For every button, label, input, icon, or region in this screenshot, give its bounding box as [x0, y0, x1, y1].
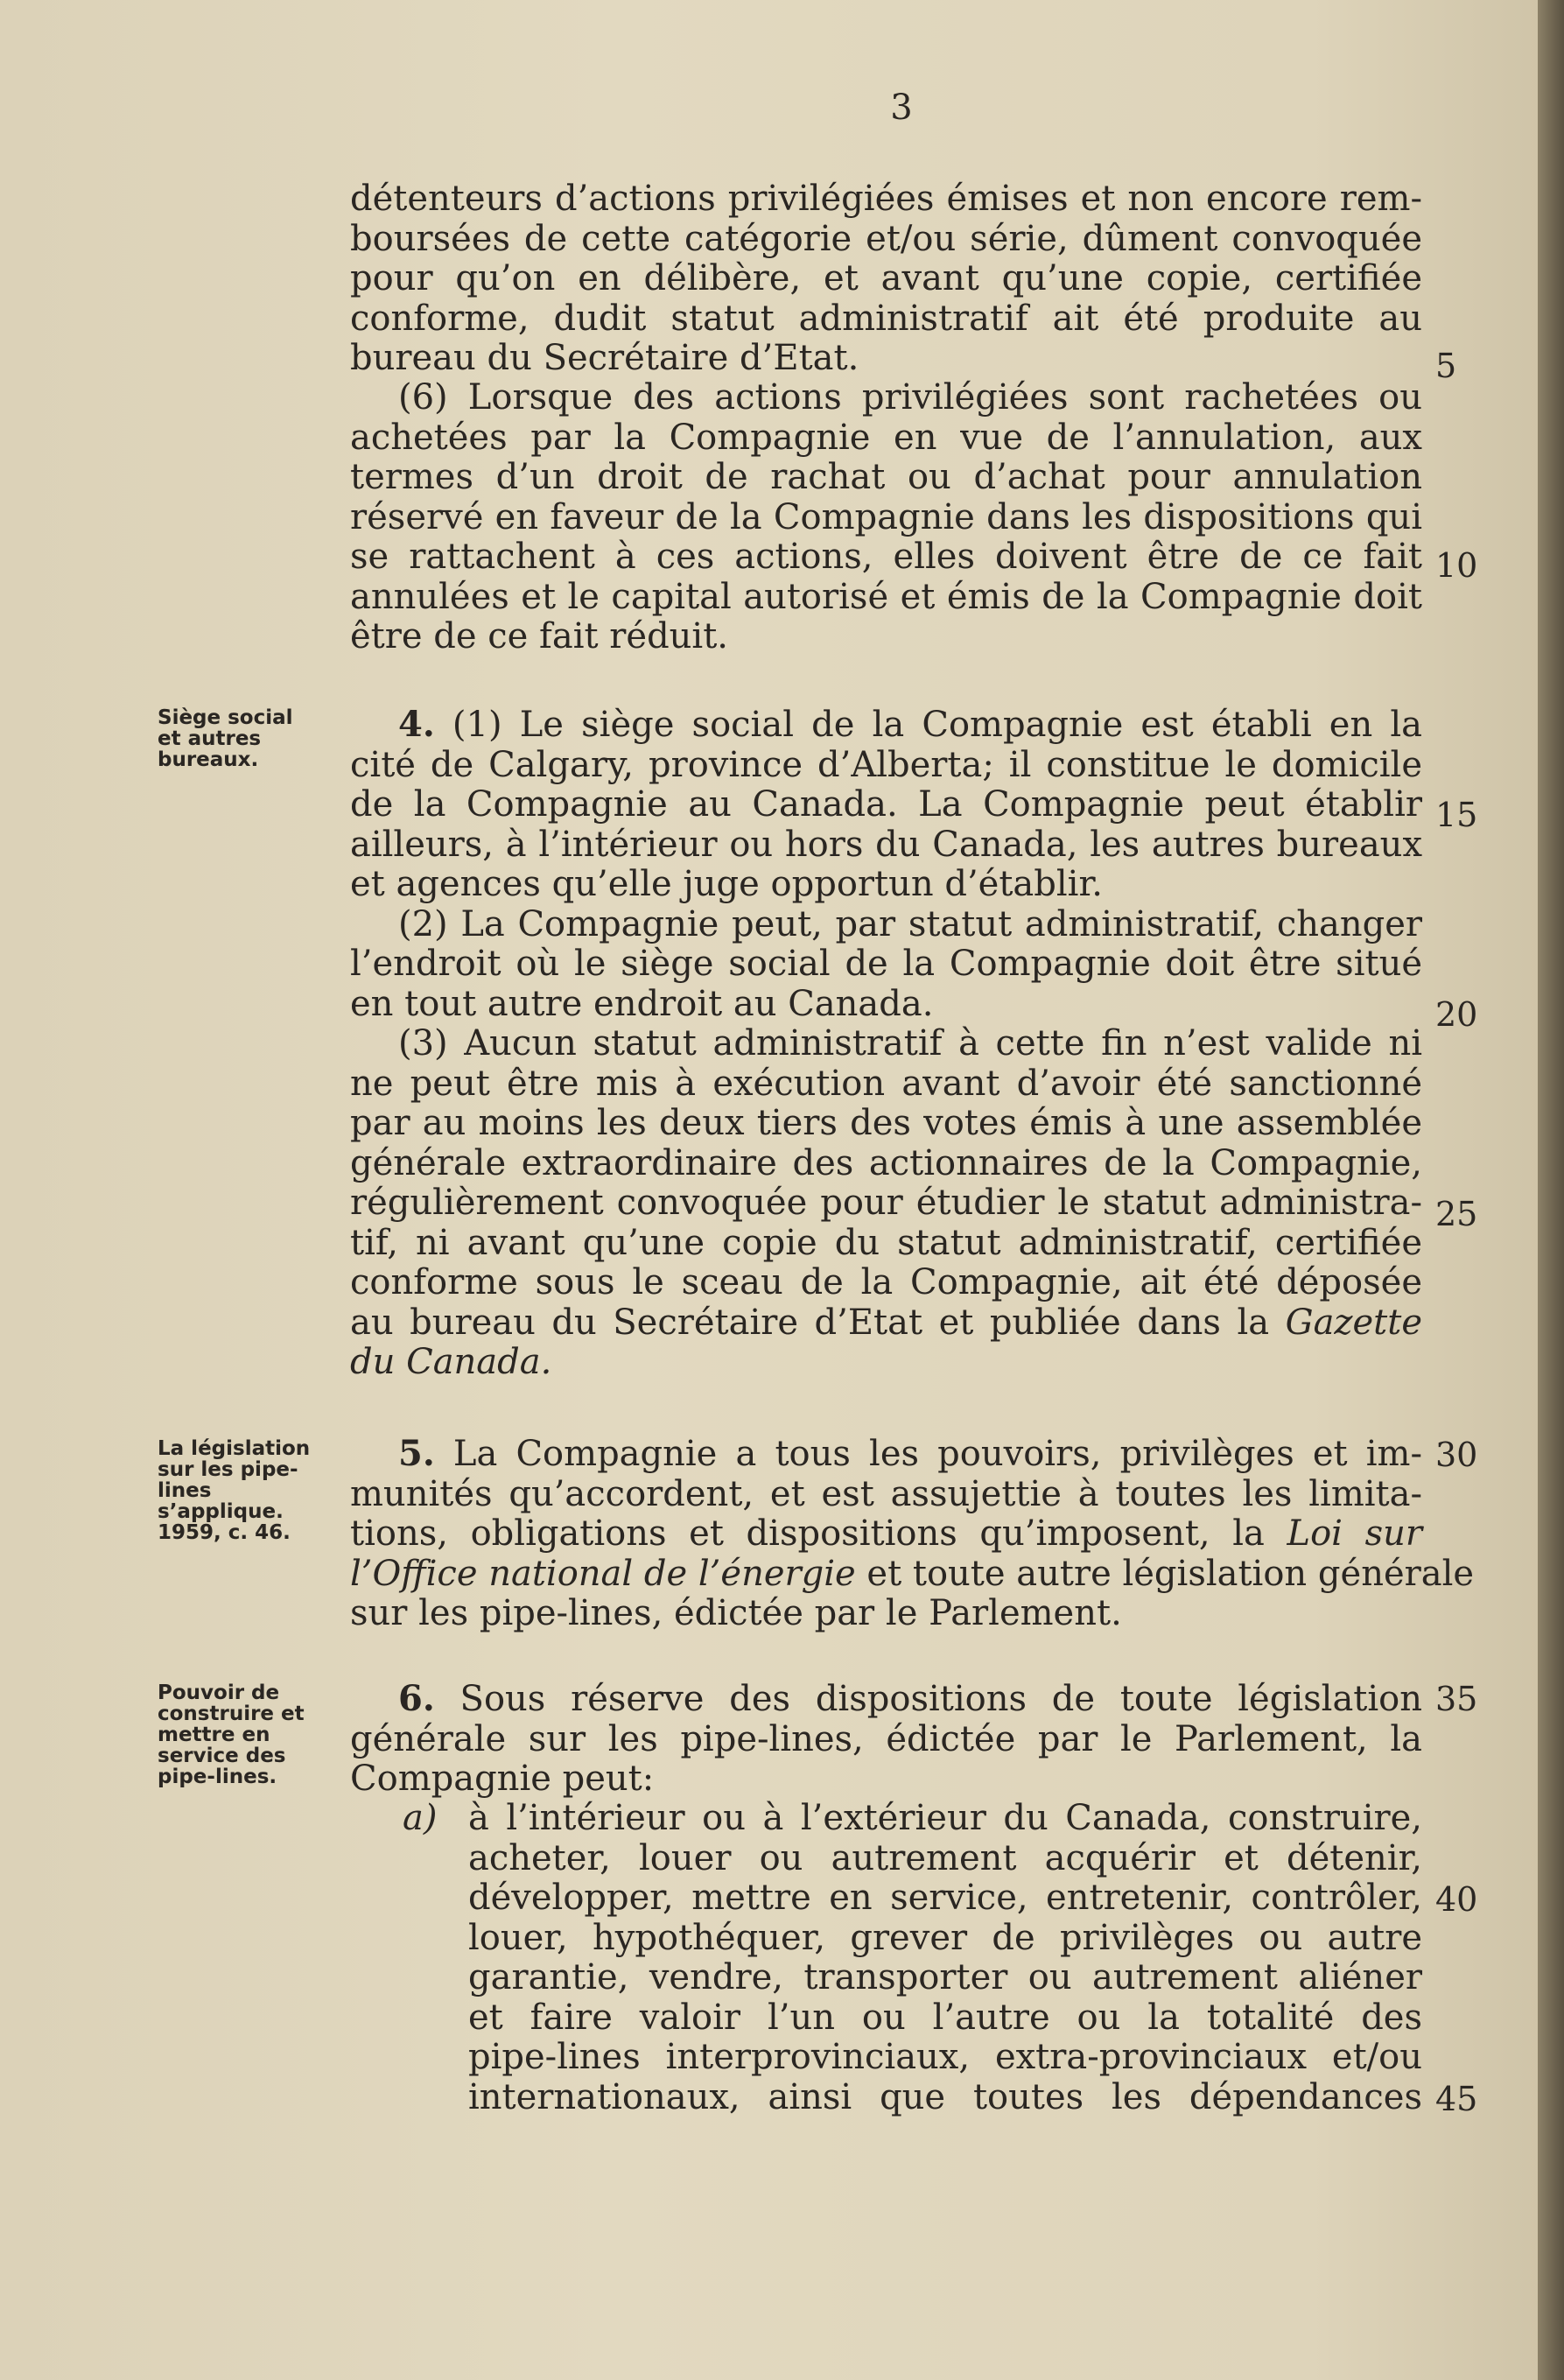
margin-note-section-4: Siège social et autres bureaux.	[158, 706, 293, 771]
text-line: tions, obligations et dispositions qu’imposent, la Loi sur	[350, 1513, 1423, 1554]
text-line: au bureau du Secrétaire d’Etat et publiée dans la Gazette	[350, 1302, 1422, 1343]
page-edge	[1538, 0, 1564, 2380]
text-line: réservé en faveur de la Compagnie dans les dispositions qui	[350, 496, 1422, 537]
text-line: (2) La Compagnie peut, par statut administratif, changer	[398, 903, 1422, 944]
text-line: 6. Sous réserve des dispositions de toute législation	[398, 1678, 1423, 1719]
text-line: tif, ni avant qu’une copie du statut administratif, certifiée	[350, 1222, 1422, 1263]
text-line: de la Compagnie au Canada. La Compagnie peut établir	[350, 784, 1422, 825]
line-number: 20	[1435, 995, 1478, 1034]
section-number: 6.	[398, 1678, 435, 1719]
text-line: par au moins les deux tiers des votes émis à une assemblée	[350, 1103, 1422, 1143]
text-line: et agences qu’elle juge opportun d’établir.	[350, 864, 1103, 904]
text-line: conforme, dudit statut administratif ait été produite au	[350, 298, 1422, 339]
line-number: 30	[1435, 1436, 1478, 1474]
text-line: régulièrement convoquée pour étudier le statut administra-	[350, 1183, 1422, 1223]
margin-note-section-5: La législation sur les pipe- lines s’applique. 1959, c. 46.	[158, 1437, 311, 1544]
text-line: garantie, vendre, transporter ou autrement aliéner	[468, 1957, 1422, 1997]
section-4	[350, 705, 1422, 1383]
text-line: boursées de cette catégorie et/ou série, dûment convoquée	[350, 218, 1422, 259]
text-line: munités qu’accordent, et est assujettie à toutes les limita-	[350, 1473, 1422, 1514]
text-line: et faire valoir l’un ou l’autre ou la totalité des	[468, 1997, 1422, 2038]
margin-note-section-6: Pouvoir de construire et mettre en service des pipe-lines.	[158, 1681, 305, 1788]
intro-paragraph	[350, 179, 1422, 379]
text-line: annulées et le capital autorisé et émis de la Compagnie doit	[350, 576, 1422, 617]
text-line: 4. (1) Le siège social de la Compagnie est établi en la	[398, 704, 1422, 745]
text-line: ailleurs, à l’intérieur ou hors du Canada, les autres bureaux	[350, 824, 1422, 865]
line-number: 25	[1435, 1195, 1478, 1233]
text-line: internationaux, ainsi que toutes les dépendances	[468, 2076, 1422, 2117]
line-number: 45	[1435, 2080, 1478, 2118]
page-number: 3	[890, 88, 913, 128]
text-line: pipe-lines interprovinciaux, extra-provinciaux et/ou	[468, 2037, 1422, 2077]
section-number: 4.	[398, 704, 435, 745]
text-line: louer, hypothéquer, grever de privilèges ou autre	[468, 1917, 1422, 1958]
text-line: Compagnie peut:	[350, 1759, 655, 1799]
text-line: ne peut être mis à exécution avant d’avoir été sanctionné	[350, 1063, 1422, 1104]
section-6	[350, 1679, 1422, 1800]
text-line: cité de Calgary, province d’Alberta; il constitue le domicile	[350, 744, 1422, 785]
text-line: bureau du Secrétaire d’Etat.	[350, 338, 859, 378]
text-line: (3) Aucun statut administratif à cette fin n’est valide ni	[398, 1023, 1422, 1064]
text-line: se rattachent à ces actions, elles doivent être de ce fait	[350, 537, 1422, 577]
text-line: acheter, louer ou autrement acquérir et détenir,	[468, 1837, 1422, 1878]
text-line: (6) Lorsque des actions privilégiées sont rachetées ou	[398, 377, 1422, 418]
text-line: être de ce fait réduit.	[350, 616, 729, 656]
text-line: détenteurs d’actions privilégiées émises et non encore rem-	[350, 179, 1422, 219]
text-line: développer, mettre en service, entretenir, contrôler,	[468, 1878, 1422, 1918]
text-line: 5. La Compagnie a tous les pouvoirs, privilèges et im-	[398, 1433, 1423, 1474]
line-number: 35	[1435, 1680, 1478, 1718]
text-line: achetées par la Compagnie en vue de l’annulation, aux	[350, 417, 1422, 458]
line-number: 40	[1435, 1880, 1478, 1919]
text-line: l’Office national de l’énergie et toute autre législation générale	[350, 1553, 1475, 1594]
text-line: sur les pipe-lines, édictée par le Parlement.	[350, 1593, 1122, 1633]
text-line: à l’intérieur ou à l’extérieur du Canada, construire,	[468, 1798, 1422, 1838]
item-label: a)	[403, 1798, 438, 1838]
text-line: termes d’un droit de rachat ou d’achat pour annulation	[350, 457, 1422, 497]
paragraph-6	[350, 378, 1422, 657]
text-line: pour qu’on en délibère, et avant qu’une copie, certifiée	[350, 258, 1422, 298]
text-line: conforme sous le sceau de la Compagnie, ait été déposée	[350, 1262, 1422, 1302]
line-number: 10	[1435, 546, 1478, 585]
line-number: 15	[1435, 796, 1478, 834]
text-line: générale sur les pipe-lines, édictée par le Parlement, la	[350, 1718, 1422, 1759]
text-line: du Canada.	[350, 1342, 552, 1382]
text-line: en tout autre endroit au Canada.	[350, 983, 934, 1024]
item-a	[350, 1799, 1422, 2117]
text-line: l’endroit où le siège social de la Compagnie doit être situé	[350, 944, 1422, 984]
section-number: 5.	[398, 1433, 435, 1474]
line-number: 5	[1435, 347, 1457, 385]
text-line: générale extraordinaire des actionnaires de la Compagnie,	[350, 1142, 1422, 1183]
